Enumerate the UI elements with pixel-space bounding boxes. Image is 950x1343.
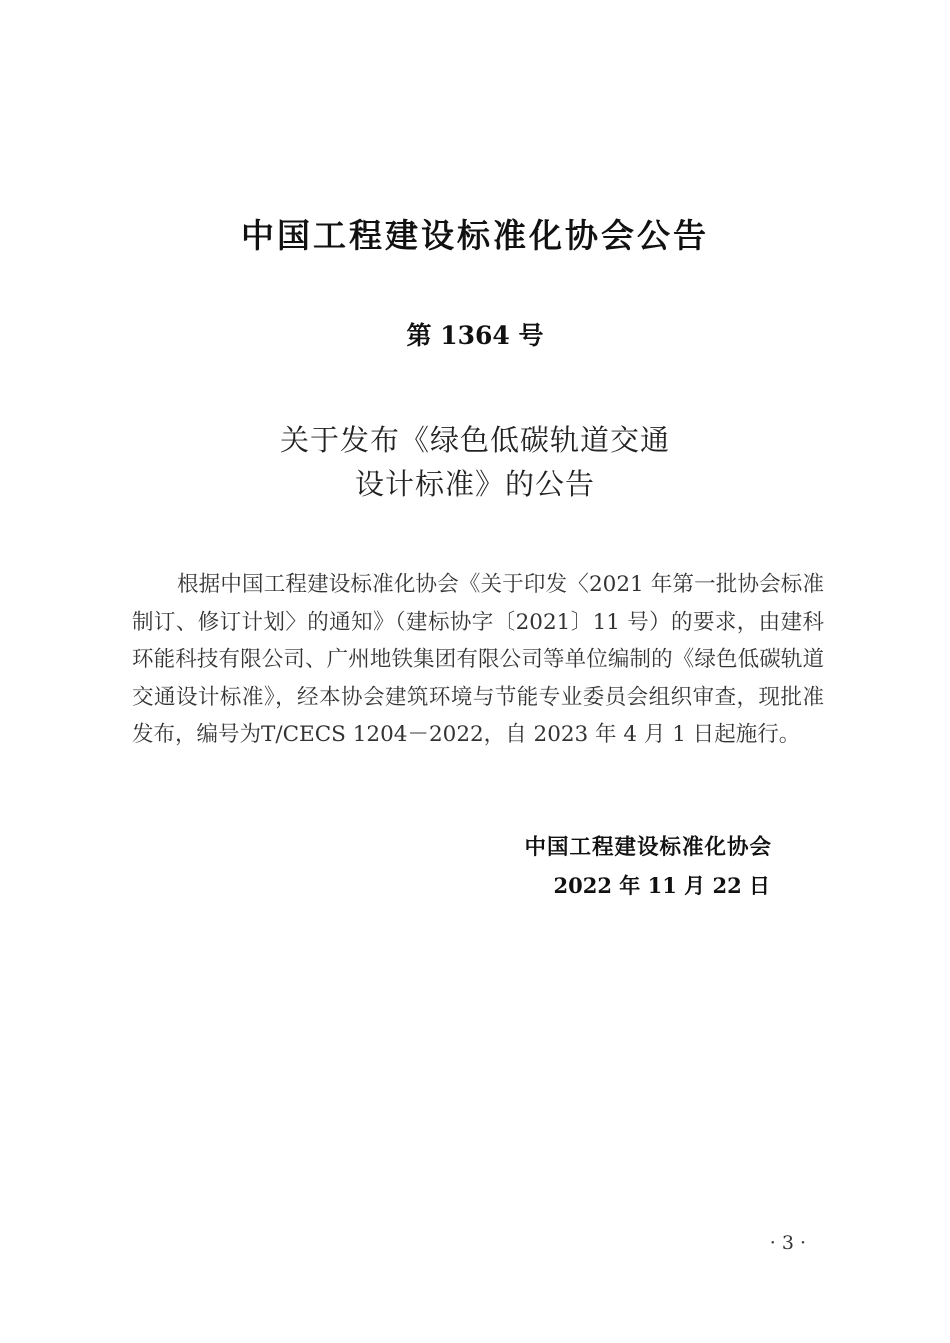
- page-number: · 3 ·: [769, 1232, 806, 1254]
- issuer-name: 中国工程建设标准化协会: [524, 835, 772, 860]
- issue-date: 2022 年 11 月 22 日: [553, 873, 770, 898]
- subject-line-1: 关于发布《绿色低碳轨道交通: [279, 423, 670, 457]
- announcement-body: 根据中国工程建设标准化协会《关于印发〈2021 年第一批协会标准制订、修订计划〉的通知》（建标协字〔2021〕11 号）的要求，由建科环能科技有限公司、广州地铁集团有限公司等单位编制的《绿色低碳轨道交通设计标准》，经本协会建筑环境与节能专业委员会组织审查，现批准发布，编号为T/CECS 1204－2022，自 2023 年 4 月 1 日起施行。: [132, 572, 824, 747]
- announcement-title: 中国工程建设标准化协会公告: [241, 216, 709, 255]
- announcement-subject: [0, 418, 950, 506]
- announcement-number: 第 1364 号: [406, 321, 544, 350]
- subject-line-2: 设计标准》的公告: [354, 467, 595, 501]
